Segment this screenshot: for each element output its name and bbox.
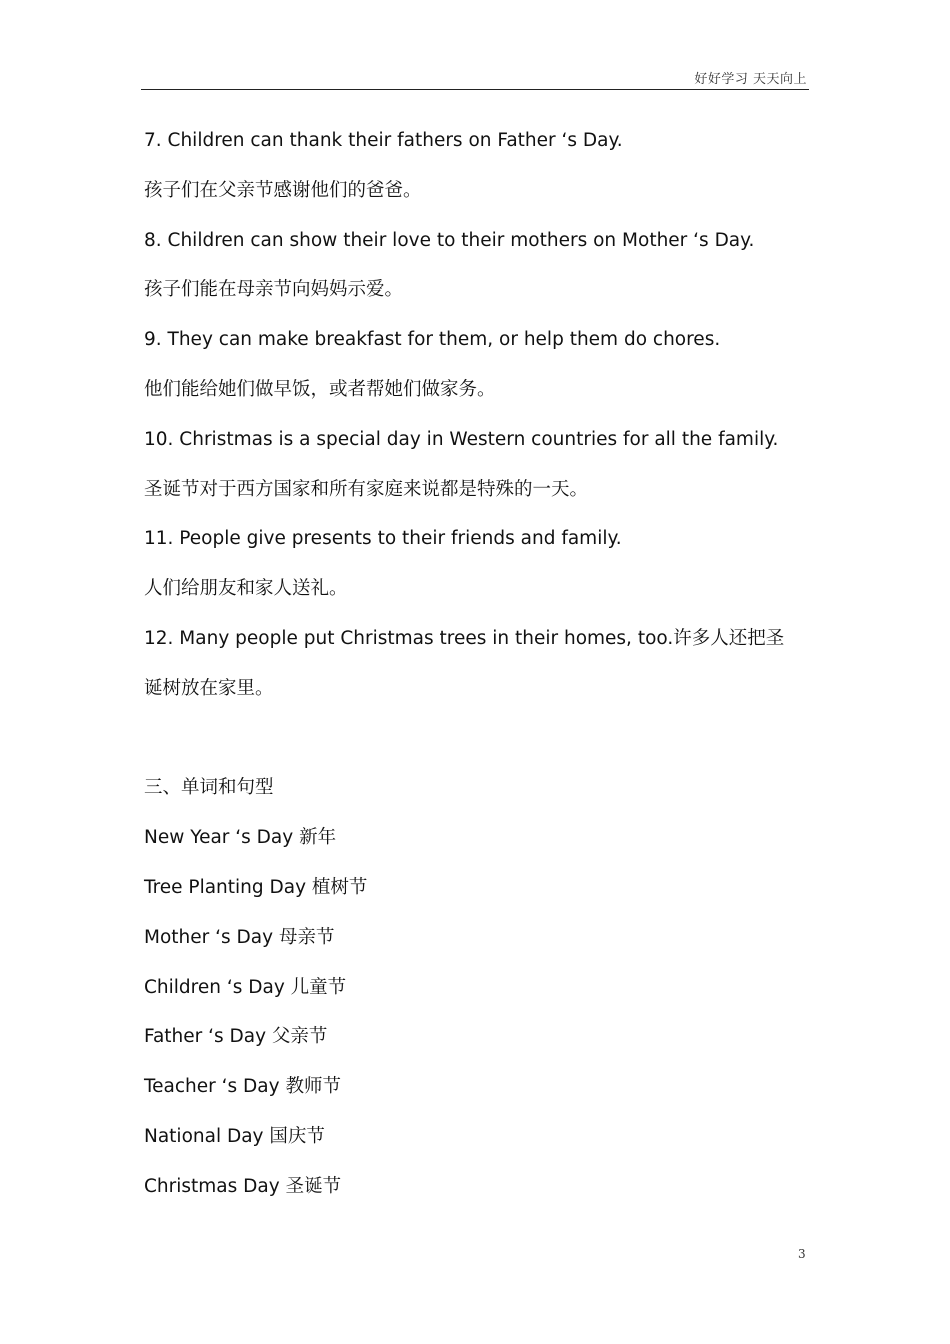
spacer [144,714,814,764]
sentence-7-zh: 孩子们在父亲节感谢他们的爸爸。 [144,179,422,201]
sentence-9-zh: 他们能给她们做早饭，或者帮她们做家务。 [144,378,496,400]
sentence-11-en: 11. People give presents to their friends and family. [144,528,622,550]
sentence-10-en: 10. Christmas is a special day in Western countries for all the family. [144,428,779,450]
document-body [144,116,814,1212]
vocab-item: Tree Planting Day 植树节 [144,876,368,898]
vocab-item: Father ‘s Day 父亲节 [144,1026,328,1048]
sentence-8-zh: 孩子们能在母亲节向妈妈示爱。 [144,279,404,301]
section-heading: 三、单词和句型 [144,777,274,799]
vocab-item: Mother ‘s Day 母亲节 [144,926,335,948]
sentence-9-en: 9. They can make breakfast for them, or help them do chores. [144,329,721,351]
vocab-item: Children ‘s Day 儿童节 [144,976,347,998]
page-header [141,58,809,90]
sentence-10-zh: 圣诞节对于西方国家和所有家庭来说都是特殊的一天。 [144,478,589,500]
vocab-item: New Year ‘s Day 新年 [144,827,337,849]
page-number: 3 [798,1247,806,1261]
sentence-7-en: 7. Children can thank their fathers on Father ‘s Day. [144,130,623,151]
sentence-8-en: 8. Children can show their love to their mothers on Mother ‘s Day. [144,229,755,251]
sentence-11-zh: 人们给朋友和家人送礼。 [144,578,348,600]
header-motto: 好好学习 天天向上 [694,72,807,87]
sentence-12-line-2: 诞树放在家里。 [144,677,274,699]
vocab-item: Teacher ‘s Day 教师节 [144,1076,341,1098]
vocab-item: National Day 国庆节 [144,1125,325,1147]
vocab-item: Christmas Day 圣诞节 [144,1175,342,1197]
sentence-12-line-1: 12. Many people put Christmas trees in their homes, too.许多人还把圣 [144,627,785,649]
